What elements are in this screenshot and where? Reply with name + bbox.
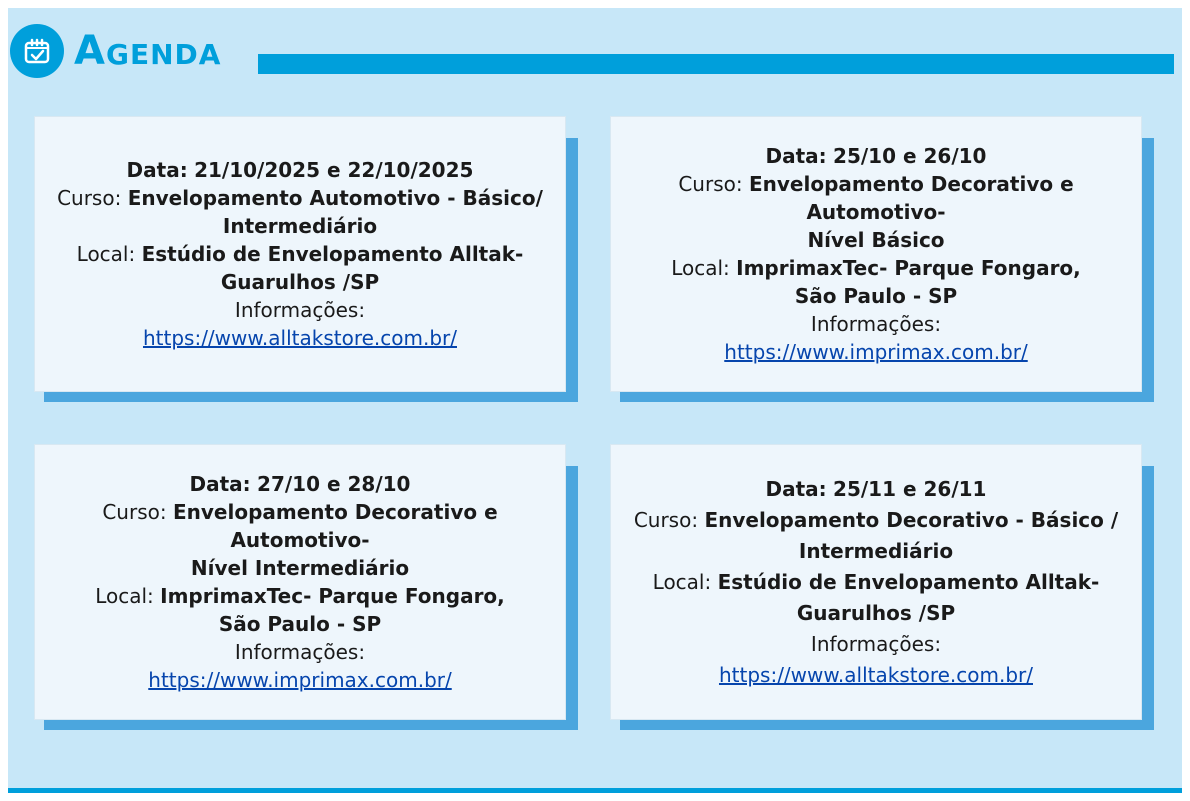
page-title: Agenda	[74, 28, 222, 74]
event-location-value-2: Guarulhos /SP	[220, 270, 380, 294]
event-location	[671, 254, 1081, 282]
event-card-body	[610, 116, 1142, 392]
event-location-continued	[221, 268, 379, 296]
event-course-value-2: Intermediário	[222, 214, 378, 238]
event-course-label: Curso:	[678, 172, 743, 196]
event-card	[34, 444, 578, 730]
event-info-label: Informações:	[234, 298, 366, 322]
event-location-continued	[795, 282, 957, 310]
event-date-label: Data:	[765, 144, 827, 168]
calendar-check-icon	[10, 24, 64, 78]
event-course-label: Curso:	[633, 507, 699, 532]
event-course-value: Envelopamento Automotivo - Básico/	[127, 186, 543, 210]
event-location-continued	[797, 598, 955, 629]
event-card-body	[34, 444, 566, 720]
event-location-value: Estúdio de Envelopamento Alltak-	[141, 242, 524, 266]
event-location-label: Local:	[671, 256, 730, 280]
event-location-label: Local:	[652, 569, 712, 594]
title-underline-bar	[258, 54, 1174, 74]
event-info-link[interactable]: https://www.imprimax.com.br/	[148, 668, 452, 692]
event-course	[57, 184, 543, 212]
event-location	[653, 567, 1100, 598]
event-date-label: Data:	[189, 472, 251, 496]
event-course-continued	[807, 226, 944, 254]
event-course	[621, 170, 1131, 226]
event-info-label: Informações:	[810, 631, 942, 656]
event-course-label: Curso:	[102, 500, 167, 524]
agenda-header	[10, 24, 1174, 80]
event-info-link[interactable]: https://www.alltakstore.com.br/	[718, 662, 1033, 687]
event-date-label: Data:	[126, 158, 188, 182]
event-location-value: Estúdio de Envelopamento Alltak-	[717, 569, 1100, 594]
event-info-label: Informações:	[810, 312, 942, 336]
event-location-value-2: São Paulo - SP	[794, 284, 958, 308]
event-course-value: Envelopamento Decorativo e Automotivo-	[172, 500, 498, 552]
event-location-value: ImprimaxTec- Parque Fongaro,	[736, 256, 1081, 280]
event-info-link[interactable]: https://www.imprimax.com.br/	[724, 340, 1028, 364]
event-date	[766, 474, 987, 505]
bottom-divider	[8, 788, 1182, 793]
event-location-label: Local:	[95, 584, 154, 608]
event-location-value: ImprimaxTec- Parque Fongaro,	[160, 584, 505, 608]
event-card-body	[34, 116, 566, 392]
event-info-label: Informações:	[234, 640, 366, 664]
event-date-value: 21/10/2025 e 22/10/2025	[194, 158, 474, 182]
event-date	[127, 156, 474, 184]
event-location	[95, 582, 505, 610]
event-card	[610, 444, 1154, 730]
event-course-value-2: Intermediário	[798, 538, 954, 563]
event-course-value-2: Nível Intermediário	[190, 556, 410, 580]
event-date-value: 27/10 e 28/10	[257, 472, 411, 496]
event-location-label: Local:	[76, 242, 136, 266]
event-course	[45, 498, 555, 554]
event-location-continued	[219, 610, 381, 638]
event-course-value: Envelopamento Decorativo - Básico /	[704, 507, 1119, 532]
event-date-label: Data:	[765, 476, 827, 501]
event-date-value: 25/11 e 26/11	[833, 476, 987, 501]
event-card-body	[610, 444, 1142, 720]
event-info-link[interactable]: https://www.alltakstore.com.br/	[142, 326, 457, 350]
event-date	[190, 470, 411, 498]
event-course-value: Envelopamento Decorativo e Automotivo-	[748, 172, 1074, 224]
event-location-value-2: Guarulhos /SP	[796, 600, 956, 625]
event-course	[634, 505, 1118, 536]
event-card	[34, 116, 578, 402]
event-course-label: Curso:	[57, 186, 122, 210]
event-card	[610, 116, 1154, 402]
event-location-value-2: São Paulo - SP	[218, 612, 382, 636]
event-location	[77, 240, 524, 268]
event-course-value-2: Nível Básico	[807, 228, 945, 252]
event-date-value: 25/10 e 26/10	[833, 144, 987, 168]
event-date	[766, 142, 987, 170]
event-course-continued	[799, 536, 953, 567]
event-course-continued	[191, 554, 409, 582]
event-course-continued	[223, 212, 377, 240]
